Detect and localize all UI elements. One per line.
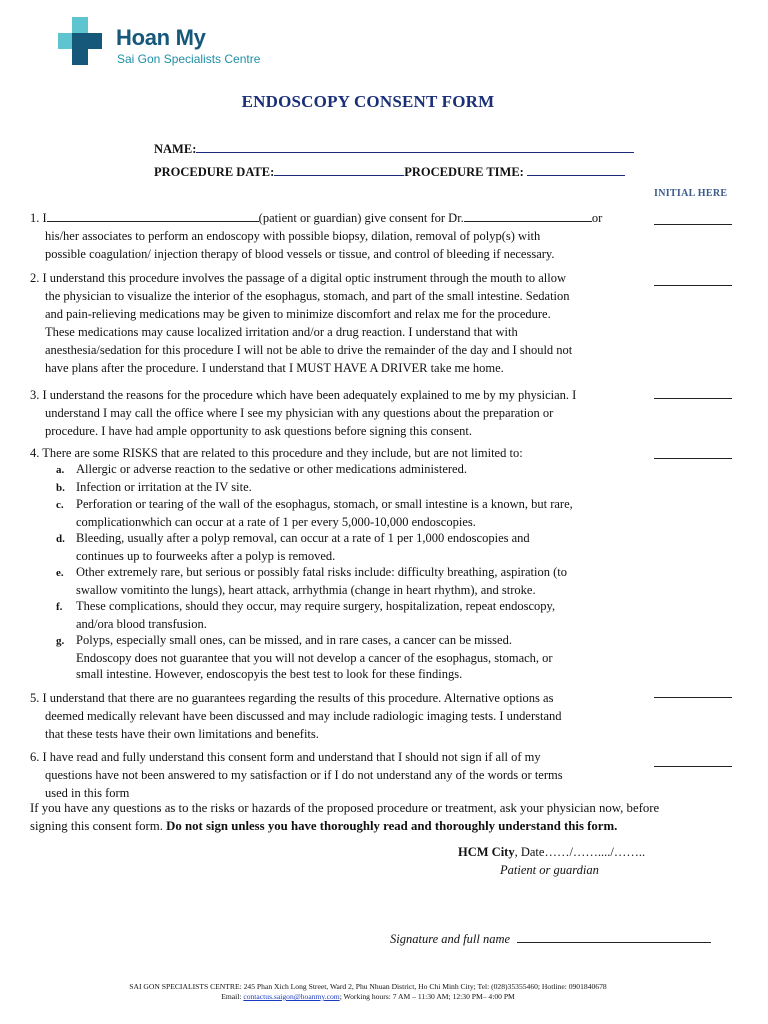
closing-line-1: If you have any questions as to the risks or hazards of the proposed procedure or treatment, ask your physician now, before (30, 801, 660, 815)
name-field[interactable] (196, 138, 634, 153)
item-5-line-1: 5. I understand that there are no guarantees regarding the results of this procedure. Alternative options as (30, 691, 554, 705)
risk-a: a. Allergic or adverse reaction to the sedative or other medications administered. (56, 462, 467, 476)
item-5-line-3: that these tests have their own limitations and benefits. (45, 727, 319, 741)
risk-c-line-2: complicationwhich can occur at a rate of 1 per every 5,000-10,000 endoscopies. (76, 514, 476, 529)
item-6-line-1: 6. I have read and fully understand this consent form and understand that I should not sign if all of my (30, 750, 541, 764)
risk-f-line-2: and/ora blood transfusion. (76, 616, 207, 631)
consent-item-2 (30, 269, 630, 377)
risk-b: b. Infection or irritation at the IV site. (56, 479, 252, 494)
patient-guardian-label: Patient or guardian (500, 863, 599, 877)
risk-c: c. Perforation or tearing of the wall of the esophagus, stomach, or small intestine is a known, but rare, (56, 497, 573, 511)
item-3-line-3: procedure. I have had ample opportunity to ask questions before signing this consent. (45, 424, 472, 438)
item-4-line-1: 4. There are some RISKS that are related to this procedure and they include, but are not limited to: (30, 446, 523, 460)
item-5-line-2: deemed medically relevant have been discussed and may include radiologic imaging tests. I understand (45, 709, 562, 723)
consent-item-6 (30, 748, 630, 802)
item-2-line-4: These medications may cause localized irritation and/or a drug reaction. I understand that with (45, 325, 518, 339)
date-blank[interactable]: , Date……/……..../…….. (514, 845, 646, 859)
warning-text: Do not sign unless you have thoroughly read and thoroughly understand this form. (166, 819, 618, 833)
patient-name-blank[interactable] (47, 209, 259, 222)
form-title: ENDOSCOPY CONSENT FORM (241, 92, 495, 111)
consent-item-1 (30, 209, 630, 263)
signature-field[interactable] (517, 930, 711, 943)
risk-f: f. These complications, should they occur, may require surgery, hospitalization, repeat endoscopy, (56, 599, 556, 613)
name-label: NAME: (154, 142, 197, 156)
initial-field-2[interactable] (654, 285, 732, 286)
hoan-my-cross-logo-icon (58, 17, 102, 65)
procedure-date-label: PROCEDURE DATE: (154, 165, 275, 179)
signature-row (390, 930, 711, 947)
procedure-time-field[interactable] (527, 161, 625, 176)
risk-list (56, 461, 630, 683)
risk-g-line-2: Endoscopy does not guarantee that you will not develop a cancer of the esophagus, stomach, or (76, 650, 553, 665)
brand-subtitle: Sai Gon Specialists Centre (117, 52, 261, 66)
footer-contact: Email: contactus.saigon@hoanmy.com; Working hours: 7 AM – 11:30 AM; 12:30 PM– 4:00 PM (221, 992, 515, 1001)
consent-item-4 (30, 444, 630, 462)
item-2-line-6: have plans after the procedure. I understand that I MUST HAVE A DRIVER take me home. (45, 361, 504, 375)
item-2-line-3: and pain-relieving medications may be given to minimize discomfort and relax me for the procedure. (45, 307, 551, 321)
procedure-date-field[interactable] (274, 161, 404, 176)
risk-g-line-3: small intestine. However, endoscopyis the best test to look for these findings. (76, 667, 463, 681)
signature-label: Signature and full name (390, 932, 511, 946)
risk-g: g. Polyps, especially small ones, can be missed, and in rare cases, a cancer can be missed. (56, 633, 512, 647)
initial-field-3[interactable] (654, 398, 732, 399)
risk-e: e. Other extremely rare, but serious or possibly fatal risks include: difficulty breathing, aspiration (to (56, 565, 567, 579)
consent-item-5 (30, 689, 630, 743)
initial-here-label: INITIAL HERE (654, 188, 728, 199)
initial-field-4[interactable] (654, 458, 732, 459)
risk-e-line-2: swallow vomitinto the lungs), heart attack, arrhythmia (change in heart rhythm), and stroke. (76, 582, 536, 597)
risk-d: d. Bleeding, usually after a polyp removal, can occur at a rate of 1 per 1,000 endoscopies and (56, 531, 530, 545)
initial-field-6[interactable] (654, 766, 732, 767)
procedure-row (154, 161, 625, 180)
item-6-line-2: questions have not been answered to my satisfaction or if I do not understand any of the words or terms (45, 768, 563, 782)
item-2-line-5: anesthesia/sedation for this procedure I will not be able to drive the remainder of the day and I should not (45, 343, 573, 357)
closing-paragraph (30, 799, 740, 835)
item-3-line-2: understand I may call the office where I see my physician with any questions about the preparation or (45, 406, 554, 420)
procedure-time-label: PROCEDURE TIME: (404, 165, 524, 179)
city-label: HCM City (458, 845, 515, 859)
item-1-line-3: possible coagulation/ injection therapy of blood vessels or tissue, and control of bleeding if necessary. (45, 247, 555, 261)
brand-name: Hoan My (116, 25, 206, 50)
doctor-name-blank[interactable] (464, 209, 592, 222)
item-2-line-2: the physician to visualize the interior of the esophagus, stomach, and part of the small intestine. Sedation (45, 289, 570, 303)
item-1-line-1: 1. I (patient or guardian) give consent for Dr. or (30, 211, 603, 225)
item-6-line-3: used in this form (45, 786, 130, 800)
closing-line-2: signing this consent form. Do not sign unless you have thoroughly read and thoroughly understand this form. (30, 819, 618, 833)
item-3-line-1: 3. I understand the reasons for the procedure which have been adequately explained to me by my physician. I (30, 388, 577, 402)
consent-item-3 (30, 386, 630, 440)
item-1-line-2: his/her associates to perform an endoscopy with possible biopsy, dilation, removal of polyp(s) with (45, 229, 541, 243)
name-row (154, 138, 634, 157)
risk-d-line-2: continues up to fourweeks after a polyp is removed. (76, 548, 336, 563)
footer-address: SAI GON SPECIALISTS CENTRE: 245 Phan Xich Long Street, Ward 2, Phu Nhuan District, Ho Chi Minh City; Tel: (028)35355460; Hotline: 0901840678 (129, 982, 607, 991)
item-2-line-1: 2. I understand this procedure involves the passage of a digital optic instrument through the mouth to allow (30, 271, 566, 285)
city-date-line (458, 845, 645, 860)
email-link[interactable]: contactus.saigon@hoanmy.com (243, 992, 340, 1001)
initial-field-5[interactable] (654, 697, 732, 698)
initial-field-1[interactable] (654, 224, 732, 225)
